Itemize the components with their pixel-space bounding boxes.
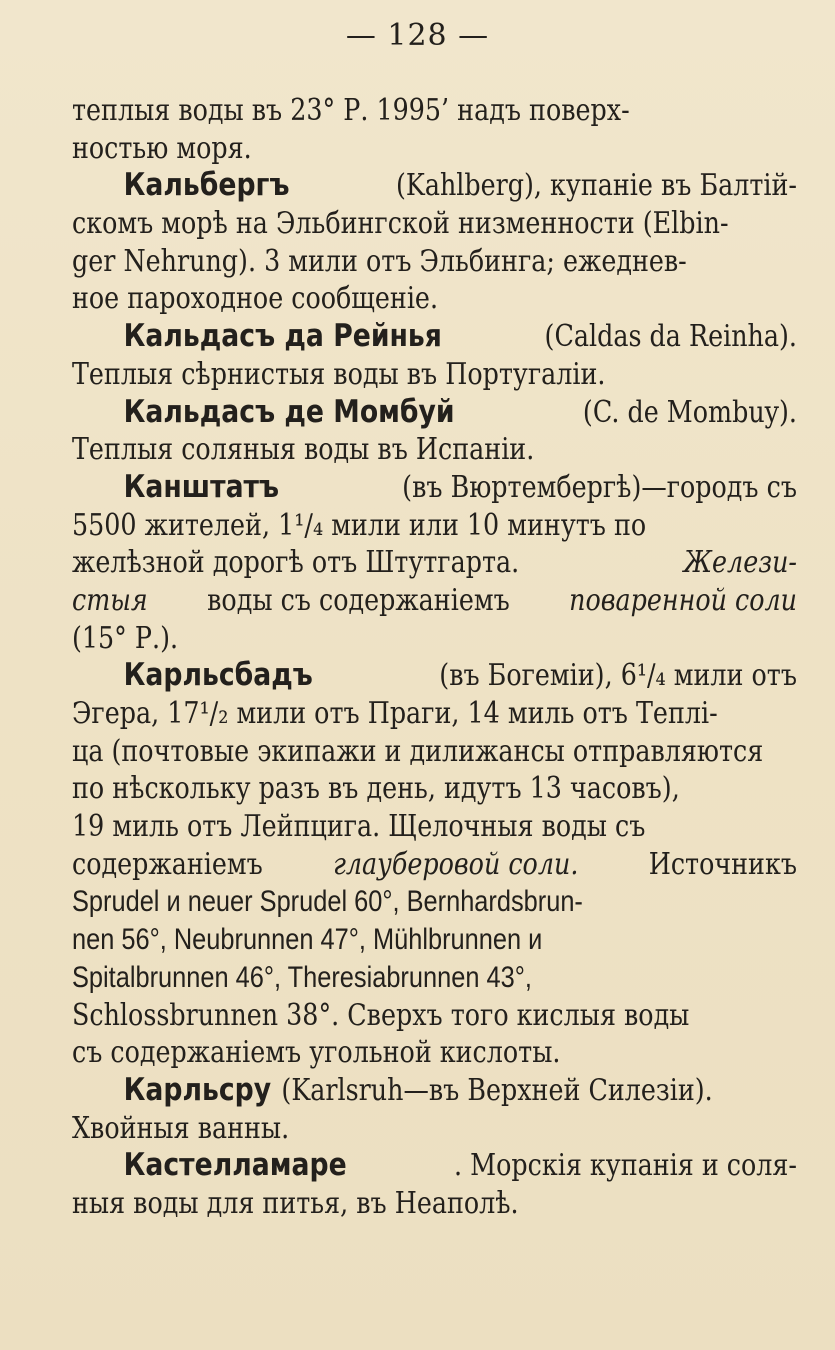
entry-caldas-da-reinha: Кальдасъ да Рейнья (Caldas da Reinha). <box>123 318 797 355</box>
text-line: Schlossbrunnen 38°. Сверхъ того кислыя воды <box>72 997 690 1032</box>
entry-headword: Кальдасъ де Момбуй <box>123 393 455 430</box>
text-line: ца (почтовые экипажи и дилижансы отправляются <box>72 733 764 768</box>
entry-headword: Канштатъ <box>123 468 280 505</box>
page-text <box>72 92 797 1223</box>
entry-caldas-de-mombuy: Кальдасъ де Момбуй (C. de Mombuy). <box>123 393 797 430</box>
text-line: Spitalbrunnen 46°, Theresiabrunnen 43°, <box>72 960 532 994</box>
text-line: Теплыя соляныя воды въ Испаніи. <box>72 432 535 467</box>
entry-headword: Кастелламаре <box>123 1147 347 1184</box>
text-line: Эгера, 17¹/₂ мили отъ Праги, 14 миль отъ Теплі- <box>72 696 718 730</box>
entry-headword: Карльсбадъ <box>123 657 313 694</box>
text-line: Sprudel и neuer Sprudel 60°, Bernhardsbrun- <box>72 885 583 919</box>
text-line: ныя воды для питья, въ Неаполѣ. <box>72 1185 519 1220</box>
entry-kahlberg: Кальбергъ (Kahlberg), купаніе въ Балтій- <box>123 167 797 204</box>
entry-headword: Карльсру <box>123 1071 272 1108</box>
text-line: (15° Р.). <box>72 620 179 655</box>
text-line: ger Nehrung). 3 мили отъ Эльбинга; ежеднев- <box>72 243 687 278</box>
text-line: 19 миль отъ Лейпцига. Щелочныя воды съ <box>72 809 646 844</box>
text-line: желѣзной дорогѣ отъ Штутгарта. Желези- <box>72 545 797 580</box>
text-line: содержаніемъ глауберовой соли. Источникъ <box>72 846 797 881</box>
text-line: nen 56°, Neubrunnen 47°, Mühlbrunnen и <box>72 923 543 957</box>
entry-headword: Кальдасъ да Рейнья <box>123 318 442 355</box>
page-number: — 128 — <box>345 18 490 53</box>
entry-castellammare: Кастелламаре . Морскія купанія и соля- <box>123 1147 797 1184</box>
text-line: ностью моря. <box>72 130 252 165</box>
text-line: ное пароходное сообщеніе. <box>72 281 439 316</box>
text-line: по нѣскольку разъ въ день, идутъ 13 часовъ), <box>72 771 680 806</box>
text-line: Хвойныя ванны. <box>72 1110 290 1145</box>
entry-cannstatt: Канштатъ (въ Вюртембергѣ)—городъ съ <box>123 468 797 505</box>
entry-karlsbad: Карльсбадъ (въ Богеміи), 6¹/₄ мили отъ <box>123 657 797 694</box>
entry-karlsruh: Карльсру (Karlsruh—въ Верхней Силезіи). <box>123 1071 713 1108</box>
text-line: скомъ морѣ на Эльбингской низменности (Elbin- <box>72 206 729 241</box>
text-line: съ содержаніемъ угольной кислоты. <box>72 1035 561 1070</box>
text-line: 5500 жителей, 1¹/₄ мили или 10 минутъ по <box>72 507 647 542</box>
entry-headword: Кальбергъ <box>123 167 290 204</box>
text-line: стыя воды съ содержаніемъ поваренной соли <box>72 582 797 617</box>
text-line: теплыя воды въ 23° Р. 1995’ надъ поверх- <box>72 93 630 127</box>
text-line: Теплыя сѣрнистыя воды въ Португаліи. <box>72 356 606 391</box>
